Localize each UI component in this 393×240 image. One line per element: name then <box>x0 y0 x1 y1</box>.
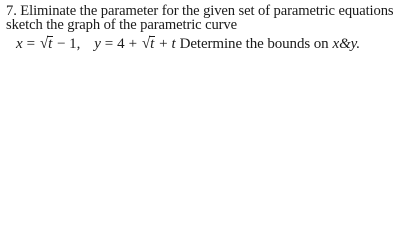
eq2-lhs: y <box>94 36 101 52</box>
eq2-equals: = <box>104 36 114 52</box>
eq2-plus-2: + <box>159 36 168 52</box>
sqrt-sign-icon: √ <box>39 35 49 53</box>
eq1-equals: = <box>26 36 35 52</box>
parametric-equations <box>16 35 360 53</box>
bounds-instruction: Determine the bounds on <box>179 36 329 52</box>
eq1-lhs: x <box>16 36 23 52</box>
eq2-const: 4 <box>117 36 125 52</box>
eq2-var: t <box>171 36 176 52</box>
eq1-sqrt <box>40 35 53 53</box>
bounds-variables: x&y. <box>332 36 361 52</box>
eq2-radicand: t <box>150 36 155 52</box>
eq1-rest: − 1, <box>57 36 81 52</box>
problem-statement-line-2: sketch the graph of the parametric curve <box>6 17 238 33</box>
problem-statement-line-1: 7. Eliminate the parameter for the given set of parametric equations <box>6 3 393 19</box>
eq1-radicand: t <box>48 36 53 52</box>
eq2-plus-1: + <box>128 36 137 52</box>
eq2-sqrt <box>142 35 155 53</box>
sqrt-sign-icon: √ <box>141 35 151 53</box>
